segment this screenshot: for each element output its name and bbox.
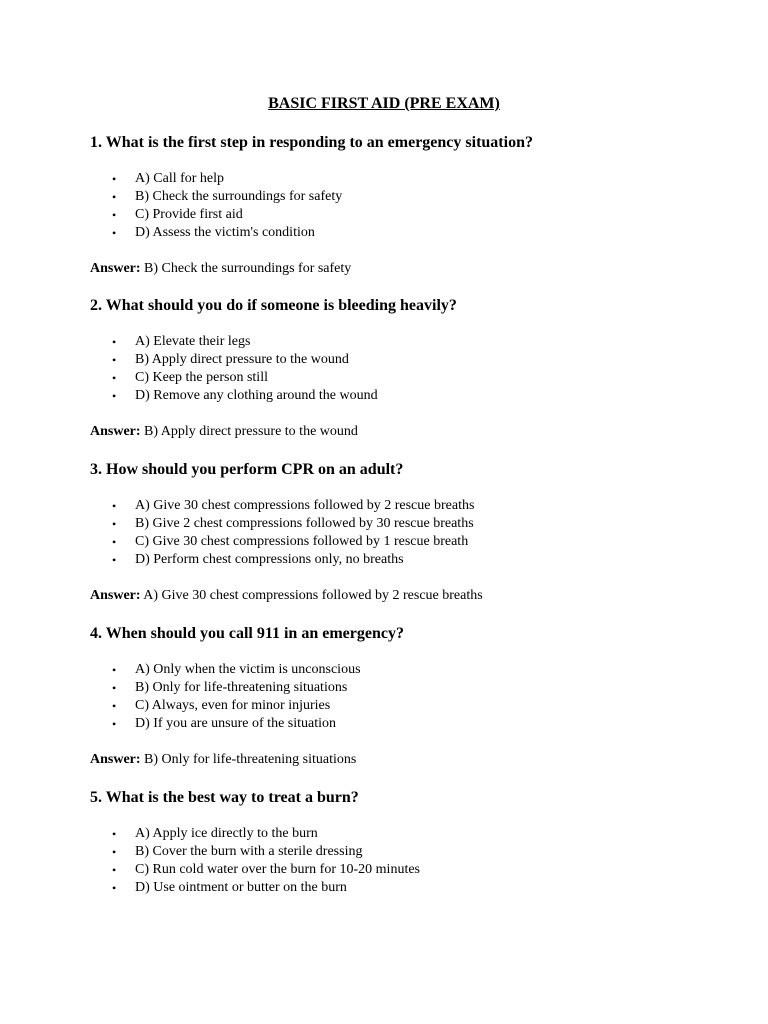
option-text: B) Give 2 chest compressions followed by 30 rescue breaths: [135, 516, 474, 531]
option-item: [90, 879, 730, 897]
answer-label: Answer:: [90, 261, 141, 276]
option-text: B) Cover the burn with a sterile dressing: [135, 844, 363, 859]
option-item: [90, 369, 730, 387]
option-item: [90, 387, 730, 405]
option-text: D) Assess the victim's condition: [135, 225, 315, 240]
question-5: [90, 788, 730, 897]
answer-text: A) Give 30 chest compressions followed by 2 rescue breaths: [143, 588, 483, 603]
bullet-icon: •: [112, 371, 117, 385]
option-text: A) Apply ice directly to the burn: [135, 826, 318, 841]
bullet-icon: •: [112, 499, 117, 513]
option-list: [90, 170, 730, 242]
option-item: [90, 188, 730, 206]
answer-label: Answer:: [90, 752, 141, 767]
question-heading: 1. What is the first step in responding to an emergency situation?: [90, 134, 533, 151]
option-item: [90, 697, 730, 715]
answer-label: Answer:: [90, 424, 141, 439]
question-heading: 4. When should you call 911 in an emergency?: [90, 625, 404, 642]
option-text: D) Perform chest compressions only, no breaths: [135, 552, 404, 567]
option-list: [90, 333, 730, 405]
question-heading: 2. What should you do if someone is bleeding heavily?: [90, 297, 457, 314]
option-text: B) Apply direct pressure to the wound: [135, 352, 349, 367]
bullet-icon: •: [112, 517, 117, 531]
option-item: [90, 661, 730, 679]
option-list: [90, 825, 730, 897]
bullet-icon: •: [112, 681, 117, 695]
bullet-icon: •: [112, 172, 117, 186]
option-item: [90, 843, 730, 861]
option-text: A) Give 30 chest compressions followed by 2 rescue breaths: [135, 498, 475, 513]
option-item: [90, 715, 730, 733]
option-text: C) Provide first aid: [135, 207, 243, 222]
option-item: [90, 533, 730, 551]
option-item: [90, 515, 730, 533]
option-text: C) Keep the person still: [135, 370, 268, 385]
answer-text: B) Check the surroundings for safety: [144, 261, 352, 276]
option-item: [90, 679, 730, 697]
option-list: [90, 661, 730, 733]
option-item: [90, 351, 730, 369]
answer-text: B) Apply direct pressure to the wound: [144, 424, 358, 439]
option-item: [90, 861, 730, 879]
option-item: [90, 497, 730, 515]
option-text: C) Give 30 chest compressions followed by 1 rescue breath: [135, 534, 469, 549]
bullet-icon: •: [112, 190, 117, 204]
bullet-icon: •: [112, 863, 117, 877]
option-text: D) Remove any clothing around the wound: [135, 388, 378, 403]
question-heading: 5. What is the best way to treat a burn?: [90, 789, 359, 806]
bullet-icon: •: [112, 226, 117, 240]
answer-text: B) Only for life-threatening situations: [144, 752, 357, 767]
option-item: [90, 551, 730, 569]
answer-line: [90, 423, 730, 441]
option-item: [90, 224, 730, 242]
option-text: C) Always, even for minor injuries: [135, 698, 331, 713]
bullet-icon: •: [112, 717, 117, 731]
document-title: BASIC FIRST AID (PRE EXAM): [268, 95, 500, 112]
option-item: [90, 825, 730, 843]
option-text: B) Only for life-threatening situations: [135, 680, 348, 695]
option-text: A) Call for help: [135, 171, 225, 186]
option-text: B) Check the surroundings for safety: [135, 189, 343, 204]
question-3: [90, 460, 730, 605]
option-text: D) If you are unsure of the situation: [135, 716, 336, 731]
option-item: [90, 333, 730, 351]
question-2: [90, 296, 730, 441]
answer-label: Answer:: [90, 588, 141, 603]
bullet-icon: •: [112, 845, 117, 859]
bullet-icon: •: [112, 208, 117, 222]
answer-line: [90, 587, 730, 605]
bullet-icon: •: [112, 535, 117, 549]
bullet-icon: •: [112, 699, 117, 713]
option-text: A) Only when the victim is unconscious: [135, 662, 361, 677]
bullet-icon: •: [112, 335, 117, 349]
option-text: C) Run cold water over the burn for 10-20 minutes: [135, 862, 420, 877]
bullet-icon: •: [112, 389, 117, 403]
option-list: [90, 497, 730, 569]
answer-line: [90, 260, 730, 278]
bullet-icon: •: [112, 881, 117, 895]
option-text: A) Elevate their legs: [135, 334, 251, 349]
answer-line: [90, 751, 730, 769]
question-4: [90, 624, 730, 769]
question-heading: 3. How should you perform CPR on an adult?: [90, 461, 404, 478]
bullet-icon: •: [112, 827, 117, 841]
bullet-icon: •: [112, 553, 117, 567]
bullet-icon: •: [112, 353, 117, 367]
option-item: [90, 206, 730, 224]
bullet-icon: •: [112, 663, 117, 677]
option-text: D) Use ointment or butter on the burn: [135, 880, 347, 895]
option-item: [90, 170, 730, 188]
question-1: [90, 133, 730, 278]
